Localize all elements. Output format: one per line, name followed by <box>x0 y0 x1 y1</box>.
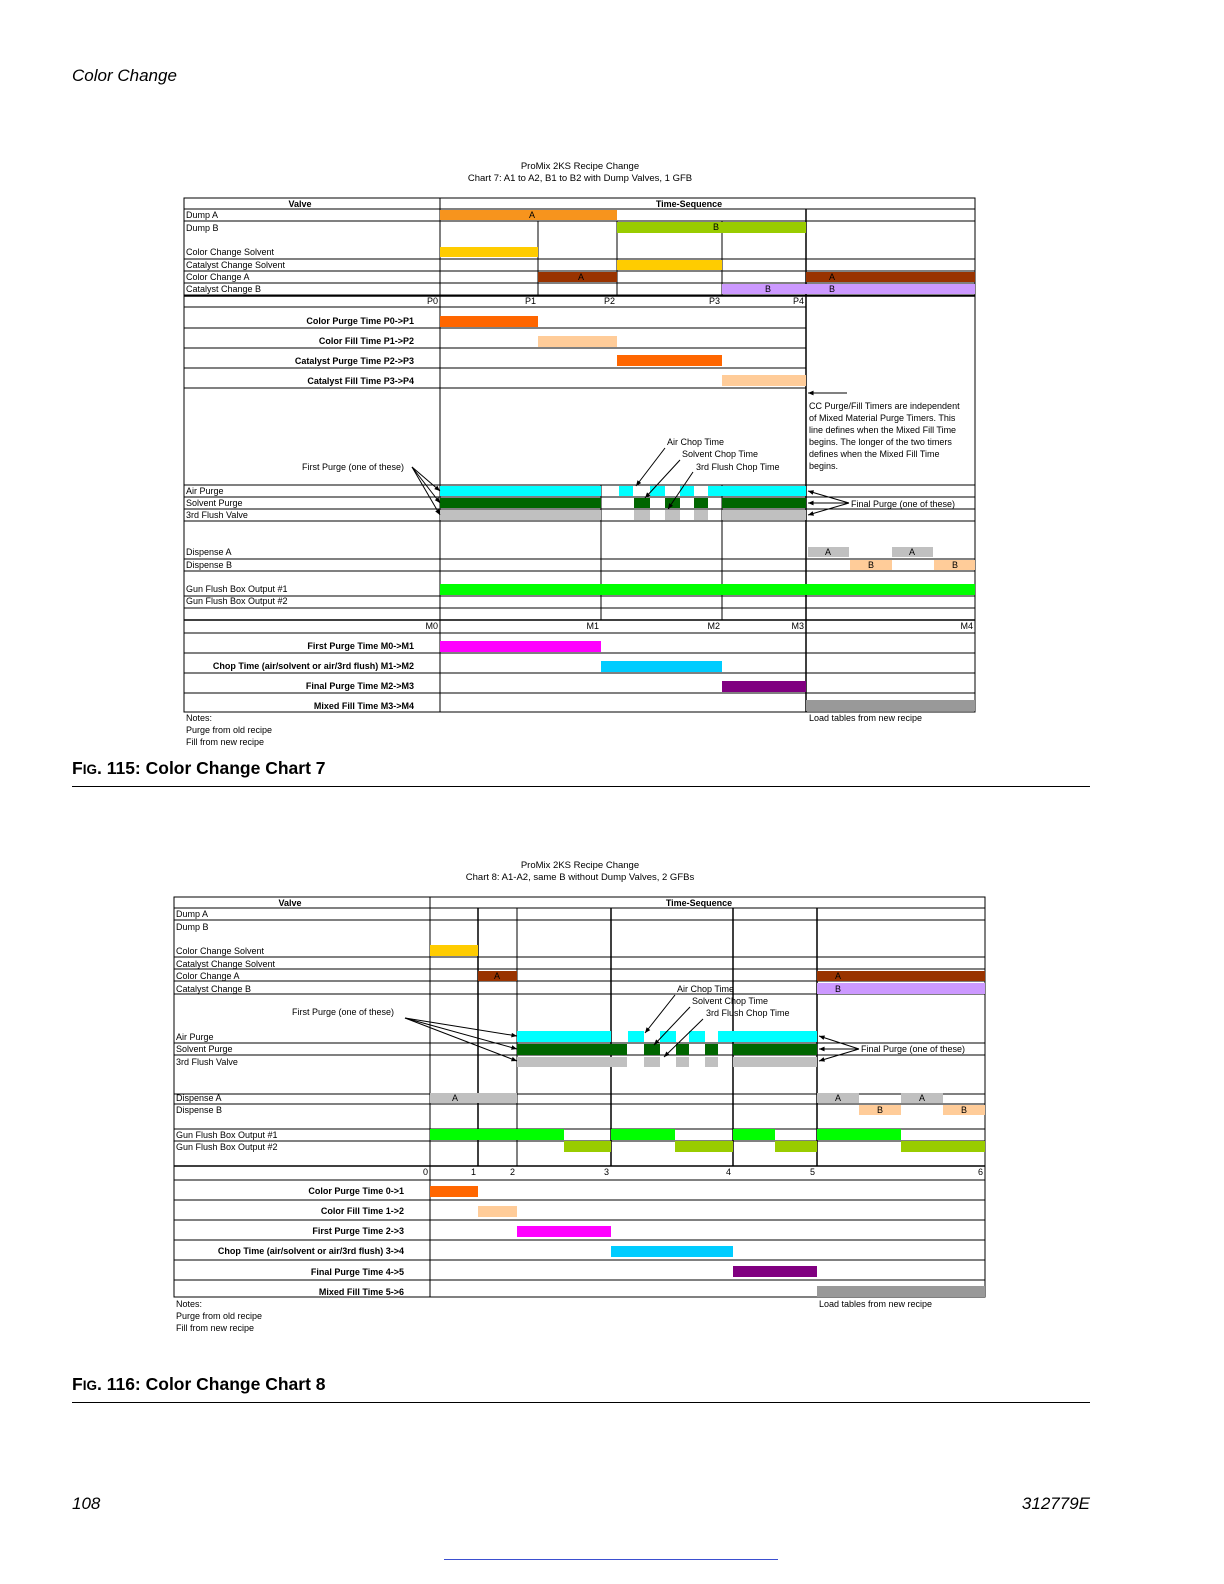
fig116-tick-label: 5 <box>809 1167 815 1177</box>
section-title: Color Change <box>72 66 177 85</box>
fig115-p-tick-label: P1 <box>524 296 536 306</box>
fig116-timer-color-fill <box>478 1206 517 1217</box>
fig116-tick-label: 2 <box>509 1167 515 1177</box>
fig115-annotation-solvent-chop: Solvent Chop Time <box>682 449 759 459</box>
fig116-bar-gun-flush-1 <box>611 1129 675 1140</box>
fig116-annotation-solvent-chop: Solvent Chop Time <box>692 996 769 1006</box>
fig116-bar-label-b: B <box>876 1105 884 1115</box>
fig116-bar-air-chop <box>718 1031 733 1042</box>
fig116-timer-first-purge <box>517 1226 611 1237</box>
fig116-tick-label: 4 <box>725 1167 731 1177</box>
fig116-bar-gun-flush-2 <box>564 1141 611 1152</box>
fig116-bar-air-chop <box>689 1031 705 1042</box>
fig116-row-label: Air Purge <box>176 1032 214 1042</box>
fig115-bar-label-b: B <box>829 284 836 294</box>
fig116-arrow-first-purge-head <box>511 1045 517 1050</box>
fig116-bar-catalyst-change-b <box>817 983 985 994</box>
fig115-p-tick-label: P3 <box>708 296 720 306</box>
fig116-row-label: Dispense A <box>176 1093 222 1103</box>
fig116-bar-solvent-chop <box>676 1044 689 1055</box>
fig115-p-tick-label: P0 <box>426 296 438 306</box>
fig116-timer-final-purge <box>733 1266 817 1277</box>
fig115-row-label: Solvent Purge <box>186 498 243 508</box>
fig115-p-timer-label: Catalyst Purge Time P2->P3 <box>294 356 414 366</box>
fig116-bar-gun-flush-1 <box>733 1129 775 1140</box>
fig116-arrow-first-purge-head <box>511 1033 517 1038</box>
fig115-row-label: Gun Flush Box Output #1 <box>186 584 288 594</box>
fig115-caption-prefix: F <box>72 758 83 778</box>
fig115-load-note: Load tables from new recipe <box>809 713 923 723</box>
fig115-annotation-cc-note: begins. The longer of the two timers <box>809 437 952 447</box>
fig115-notes-fill: Fill from new recipe <box>186 737 265 747</box>
fig115-m-tick-label: M2 <box>707 621 720 631</box>
fig116-bar-label-a: A <box>493 971 501 981</box>
fig116-notes-purge: Purge from old recipe <box>176 1311 263 1321</box>
fig115-bar-label-a: A <box>824 547 832 557</box>
fig115-row-label: Dispense A <box>186 547 232 557</box>
fig116-bar-flush-chop <box>705 1057 718 1067</box>
fig116-bar-label-a: A <box>451 1093 459 1103</box>
fig116-bar-label-a: A <box>834 971 842 981</box>
fig116-timer-chop <box>611 1246 733 1257</box>
fig116-bar-3rd-flush-final <box>733 1057 817 1067</box>
fig116-notes <box>176 1298 262 1334</box>
fig115-m-tick-label: M3 <box>791 621 804 631</box>
fig115-caption-prefix-small: IG <box>82 762 97 777</box>
fig116-bar-color-change-a2 <box>817 971 985 981</box>
fig115-annotation-cc-note: of Mixed Material Purge Timers. This <box>809 413 956 423</box>
fig116-header-valve: Valve <box>278 898 302 908</box>
fig116-timer-label: Final Purge Time 4->5 <box>310 1267 404 1277</box>
fig116-load-note: Load tables from new recipe <box>819 1299 933 1309</box>
fig116-caption <box>72 1374 326 1395</box>
fig116-annotation-final-purge: Final Purge (one of these) <box>861 1044 966 1054</box>
fig116-timer-color-purge <box>430 1186 478 1197</box>
fig115-p-timer-label: Color Purge Time P0->P1 <box>306 316 414 326</box>
fig115-row-label: Color Change A <box>186 272 250 282</box>
fig116-header-time: Time-Sequence <box>665 898 733 908</box>
fig115-caption-text: . 115: Color Change Chart 7 <box>96 758 326 778</box>
fig116-annotation-air-chop: Air Chop Time <box>677 984 735 994</box>
fig116-bar-gun-flush-1 <box>430 1129 564 1140</box>
footer-link-underline <box>444 1559 778 1560</box>
fig115-row-label: Catalyst Change B <box>186 284 262 294</box>
fig115-m-timer-label: First Purge Time M0->M1 <box>307 641 414 651</box>
fig116-row-label: 3rd Flush Valve <box>176 1057 238 1067</box>
fig116-bar-label-b: B <box>960 1105 968 1115</box>
fig116-bar-flush-chop <box>644 1057 660 1067</box>
fig115-p-timer-label: Color Fill Time P1->P2 <box>318 336 414 346</box>
fig116-arrow-first-purge-head <box>511 1057 517 1061</box>
fig115-bar-label-b: B <box>867 560 875 570</box>
fig116-tick-label: 1 <box>470 1167 476 1177</box>
fig116-tick-label: 0 <box>422 1167 428 1177</box>
fig115-notes-heading: Notes: <box>186 713 213 723</box>
fig115-row-label: Dump B <box>186 223 219 233</box>
fig116-bar-air-purge <box>517 1031 611 1042</box>
fig116-bar-solvent-purge-final <box>733 1044 817 1055</box>
fig115-row-label: Gun Flush Box Output #2 <box>186 596 288 606</box>
fig115-bar-label-a: A <box>529 210 536 220</box>
fig116-bar-label-a: A <box>834 1093 842 1103</box>
fig116-row-label: Dump A <box>176 909 209 919</box>
fig115-annotation-flush-chop: 3rd Flush Chop Time <box>696 462 780 472</box>
fig115-annotation-cc-note: defines when the Mixed Fill Time <box>809 449 940 459</box>
fig116-row-label: Gun Flush Box Output #1 <box>176 1130 278 1140</box>
fig115-bar-label-a: A <box>908 547 916 557</box>
fig115-p-timer-label: Catalyst Fill Time P3->P4 <box>307 376 414 386</box>
fig116-row-label: Catalyst Change B <box>176 984 252 994</box>
fig116-timer-label: Color Purge Time 0->1 <box>308 1186 404 1196</box>
fig116-bar-air-chop <box>628 1031 644 1042</box>
fig116-annotation-first-purge: First Purge (one of these) <box>292 1007 395 1017</box>
fig116-bar-label-b: B <box>834 984 842 994</box>
fig115-row-label: Dispense B <box>186 560 233 570</box>
fig116-bar-gun-flush-2 <box>675 1141 733 1152</box>
fig116-row-label: Solvent Purge <box>176 1044 233 1054</box>
fig116-arrow-final-purge-head <box>819 1047 825 1052</box>
fig116-row-label: Gun Flush Box Output #2 <box>176 1142 278 1152</box>
fig116-timer-label: First Purge Time 2->3 <box>312 1226 404 1236</box>
fig116-bar-solvent-chop <box>705 1044 718 1055</box>
fig115-bar-label-a: A <box>578 272 585 282</box>
fig115-annotation-cc-note: line defines when the Mixed Fill Time <box>809 425 957 435</box>
fig115-header-valve: Valve <box>288 199 312 209</box>
fig116-caption-prefix: F <box>72 1374 83 1394</box>
fig116-bar-dispense-a <box>430 1093 517 1103</box>
fig116-bar-label-a: A <box>918 1093 926 1103</box>
fig115-m-tick-label: M1 <box>586 621 599 631</box>
fig116-title-line2: Chart 8: A1-A2, same B without Dump Valves, 2 GFBs <box>465 872 695 883</box>
fig116-bar-3rd-flush <box>517 1057 627 1067</box>
fig115-title-line2: Chart 7: A1 to A2, B1 to B2 with Dump Valves, 1 GFB <box>467 173 693 184</box>
fig116-bar-solvent-purge <box>517 1044 627 1055</box>
fig115-m-timer-label: Final Purge Time M2->M3 <box>305 681 414 691</box>
fig115-bar-label-a: A <box>829 272 836 282</box>
fig116-annotation-flush-chop: 3rd Flush Chop Time <box>706 1008 790 1018</box>
fig116-arrow-final-purge-head <box>819 1057 825 1061</box>
fig115-m-timer-label: Chop Time (air/solvent or air/3rd flush) M1->M2 <box>212 661 414 671</box>
fig116-notes-fill: Fill from new recipe <box>176 1323 255 1333</box>
fig115-header-time: Time-Sequence <box>655 199 723 209</box>
fig116-row-label: Catalyst Change Solvent <box>176 959 276 969</box>
fig115-row-label: Color Change Solvent <box>186 247 275 257</box>
fig116-row-label: Color Change A <box>176 971 240 981</box>
fig115-annotation-cc-note: CC Purge/Fill Timers are independent <box>809 401 960 411</box>
fig116-notes-heading: Notes: <box>176 1299 203 1309</box>
fig116-bar-gun-flush-2 <box>901 1141 985 1152</box>
fig115-bar-label-b: B <box>951 560 959 570</box>
fig115-annotation-cc-note: begins. <box>809 461 839 471</box>
fig116-divider <box>72 1402 1090 1403</box>
fig115-p-tick-label: P2 <box>603 296 615 306</box>
fig115-annotation-first-purge: First Purge (one of these) <box>302 462 405 472</box>
fig116-row-label: Dump B <box>176 922 209 932</box>
fig116-bar-flush-chop <box>676 1057 689 1067</box>
fig115-title-line1: ProMix 2KS Recipe Change <box>520 161 640 172</box>
fig115-bar-label-b: B <box>713 222 720 232</box>
fig115-annotation-air-chop: Air Chop Time <box>667 437 725 447</box>
fig116-timer-label: Chop Time (air/solvent or air/3rd flush) 3->4 <box>217 1246 404 1256</box>
fig116-timer-mixed-fill <box>817 1286 985 1297</box>
fig115-notes-purge: Purge from old recipe <box>186 725 273 735</box>
fig115-row-label: Air Purge <box>186 486 224 496</box>
fig116-bar-color-change-solvent <box>430 945 478 956</box>
fig116-timer-label: Color Fill Time 1->2 <box>320 1206 404 1216</box>
fig116-timer-label: Mixed Fill Time 5->6 <box>318 1287 404 1297</box>
fig116-row-label: Color Change Solvent <box>176 946 265 956</box>
fig116-bar-gun-flush-2 <box>775 1141 817 1152</box>
fig116-tick-label: 3 <box>603 1167 609 1177</box>
fig115-row-label: Catalyst Change Solvent <box>186 260 286 270</box>
fig116-bar-air-purge-final <box>733 1031 817 1042</box>
fig116-title-line1: ProMix 2KS Recipe Change <box>520 860 640 871</box>
fig116-tick-label: 6 <box>977 1167 983 1177</box>
fig116-row-label: Dispense B <box>176 1105 223 1115</box>
fig116-bar-solvent-chop <box>644 1044 660 1055</box>
fig115-bar-label-b: B <box>765 284 772 294</box>
fig115-row-label: 3rd Flush Valve <box>186 510 248 520</box>
fig116-caption-text: . 116: Color Change Chart 8 <box>96 1374 326 1394</box>
fig116-bar-gun-flush-1 <box>817 1129 901 1140</box>
fig116-caption-prefix-small: IG <box>82 1378 97 1393</box>
page-number: 108 <box>72 1494 101 1513</box>
fig116-arrow-final-purge-head <box>819 1035 825 1039</box>
fig115-p-tick-label: P4 <box>792 296 804 306</box>
fig115-annotation-final-purge: Final Purge (one of these) <box>851 499 956 509</box>
fig115-m-tick-label: M0 <box>425 621 438 631</box>
document-number: 312779E <box>1021 1494 1090 1513</box>
fig115-m-tick-label: M4 <box>960 621 973 631</box>
fig115-row-label: Dump A <box>186 210 219 220</box>
fig115-m-timer-label: Mixed Fill Time M3->M4 <box>313 701 414 711</box>
